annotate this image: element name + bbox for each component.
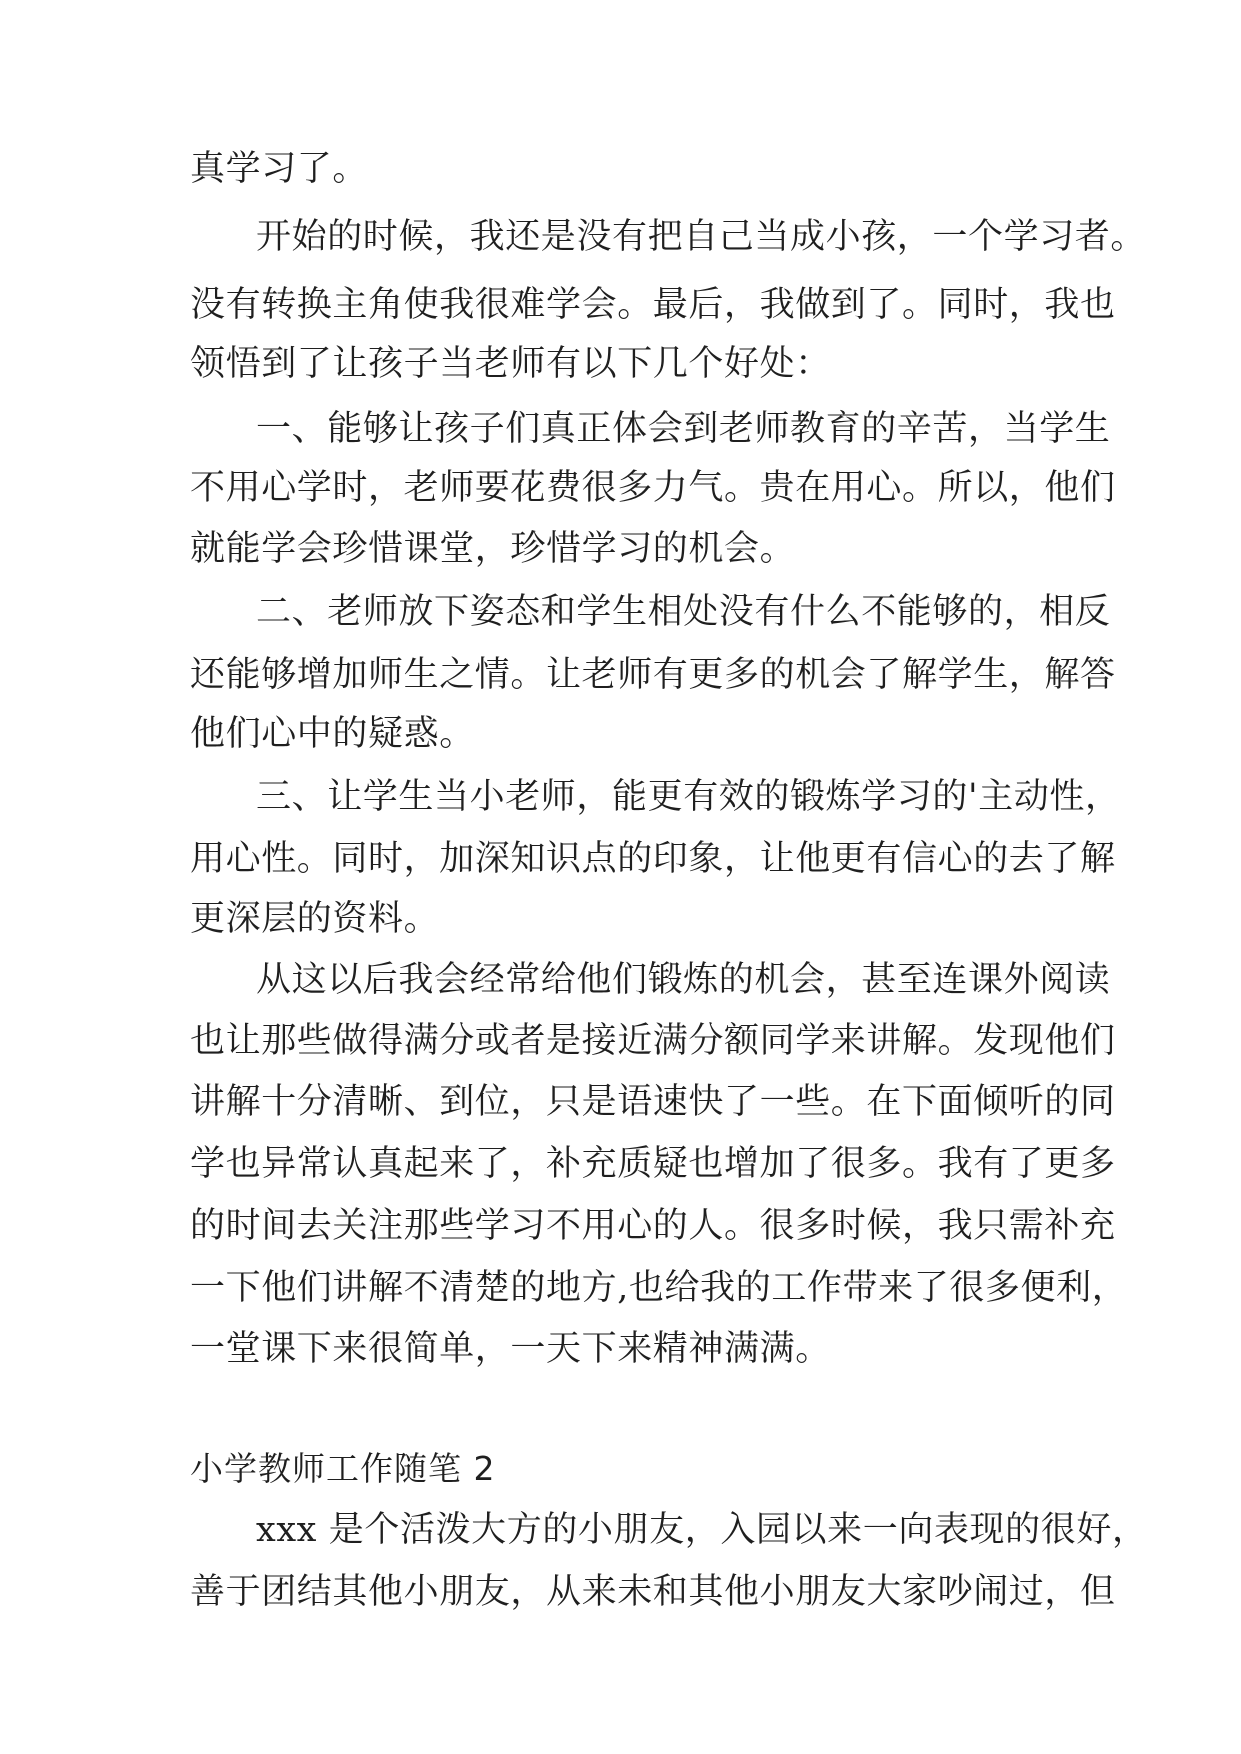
text-line: 就能学会珍惜课堂，珍惜学习的机会。	[190, 529, 796, 569]
paragraph-start: 开始的时候，我还是没有把自己当成小孩，一个学习者。	[256, 217, 1147, 257]
text-line: 更深层的资料。	[190, 899, 440, 939]
list-item-two: 二、老师放下姿态和学生相处没有什么不能够的，相反	[256, 592, 1111, 632]
text-line: 还能够增加师生之情。让老师有更多的机会了解学生，解答	[190, 655, 1116, 695]
text-line: 一堂课下来很简单，一天下来精神满满。	[190, 1329, 831, 1369]
text-line: 学也异常认真起来了，补充质疑也增加了很多。我有了更多	[190, 1144, 1116, 1184]
list-item-three: 三、让学生当小老师，能更有效的锻炼学习的'主动性，	[256, 777, 1121, 817]
text-line: 讲解十分清晰、到位，只是语速快了一些。在下面倾听的同	[190, 1082, 1116, 1122]
section-heading: 小学教师工作随笔 2	[190, 1449, 496, 1488]
text-line: 一下他们讲解不清楚的地方,也给我的工作带来了很多便利，	[190, 1268, 1128, 1308]
text-line: 他们心中的疑惑。	[190, 714, 475, 754]
paragraph-start: 从这以后我会经常给他们锻炼的机会，甚至连课外阅读	[256, 960, 1111, 1000]
text-line: 真学习了。	[190, 149, 369, 189]
text-line: 也让那些做得满分或者是接近满分额同学来讲解。发现他们	[190, 1021, 1116, 1061]
text-line: 领悟到了让孩子当老师有以下几个好处：	[190, 344, 831, 384]
text-line: 没有转换主角使我很难学会。最后，我做到了。同时，我也	[190, 285, 1116, 325]
text-line: 的时间去关注那些学习不用心的人。很多时候，我只需补充	[190, 1206, 1116, 1246]
text-line: 用心性。同时，加深知识点的印象，让他更有信心的去了解	[190, 839, 1116, 879]
text-line: 善于团结其他小朋友，从来未和其他小朋友大家吵闹过，但	[190, 1572, 1116, 1612]
list-item-one: 一、能够让孩子们真正体会到老师教育的辛苦，当学生	[256, 409, 1111, 449]
paragraph-start: xxx 是个活泼大方的小朋友，入园以来一向表现的很好，	[256, 1510, 1148, 1550]
text-line: 不用心学时，老师要花费很多力气。贵在用心。所以，他们	[190, 468, 1116, 508]
